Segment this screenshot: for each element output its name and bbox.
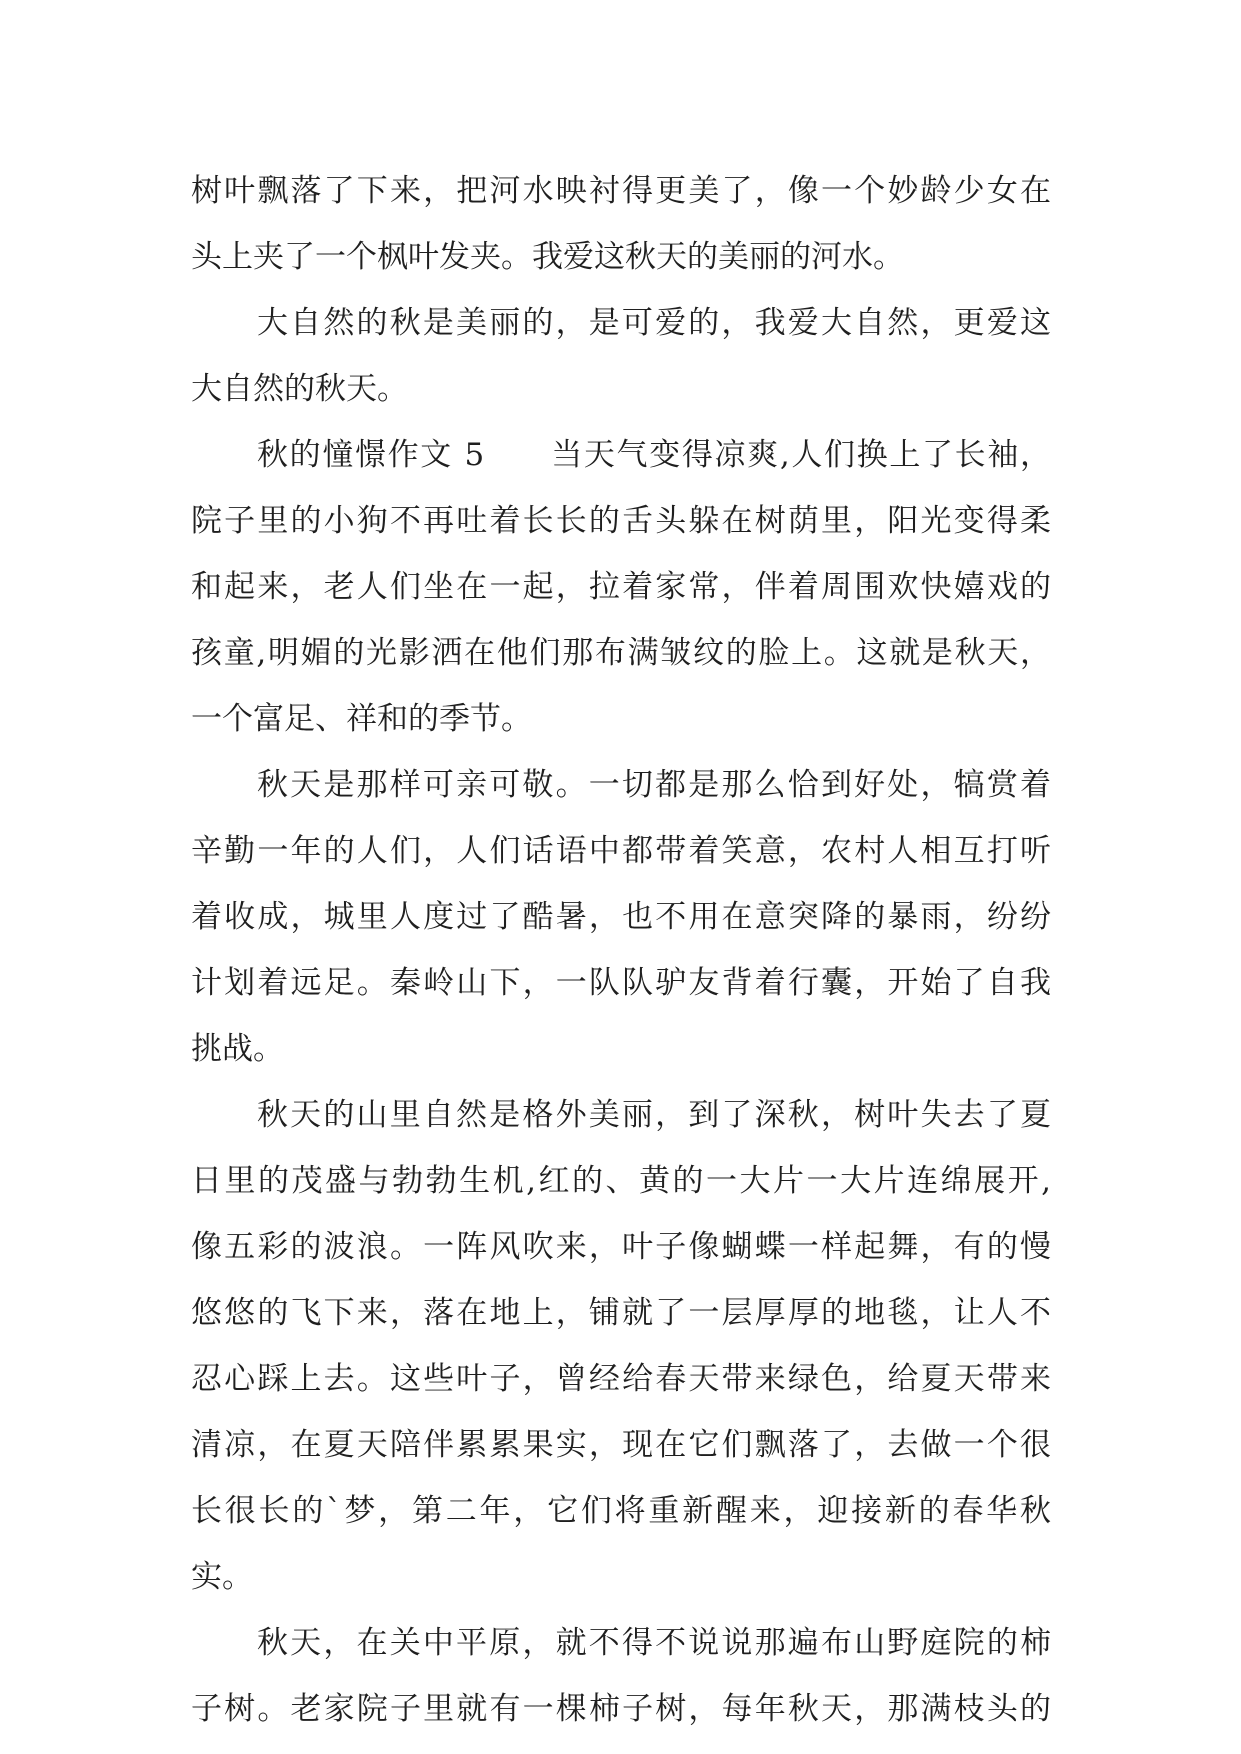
text-line: 和起来，老人们坐在一起，拉着家常，伴着周围欢快嬉戏的 [191,569,1051,605]
text-line: 像五彩的波浪。一阵风吹来，叶子像蝴蝶一样起舞，有的慢 [191,1229,1051,1265]
paragraph [191,1082,1051,1610]
document-body [191,158,1051,1742]
text-line: 树叶飘落了下来，把河水映衬得更美了，像一个妙龄少女在 [191,173,1051,209]
text-line: 子树。老家院子里就有一棵柿子树，每年秋天，那满枝头的 [191,1691,1051,1727]
text-line: 秋天是那样可亲可敬。一切都是那么恰到好处，犒赏着 [257,767,1051,803]
text-line: 计划着远足。秦岭山下，一队队驴友背着行囊，开始了自我 [191,965,1051,1001]
text-line: 秋的憧憬作文 5 当天气变得凉爽,人们换上了长袖， [257,437,1051,473]
text-line: 秋天的山里自然是格外美丽，到了深秋，树叶失去了夏 [257,1097,1051,1133]
text-line: 悠悠的飞下来，落在地上，铺就了一层厚厚的地毯，让人不 [191,1295,1051,1331]
text-line: 实。 [191,1559,253,1595]
text-line: 秋天，在关中平原，就不得不说说那遍布山野庭院的柿 [257,1625,1051,1661]
text-line: 忍心踩上去。这些叶子，曾经给春天带来绿色，给夏天带来 [191,1361,1051,1397]
text-line: 挑战。 [191,1031,284,1067]
paragraph [191,422,1051,752]
text-line: 一个富足、祥和的季节。 [191,701,532,737]
paragraph [191,1610,1051,1742]
text-line: 院子里的小狗不再吐着长长的舌头躲在树荫里，阳光变得柔 [191,503,1051,539]
text-line: 长很长的`梦，第二年，它们将重新醒来，迎接新的春华秋 [191,1493,1051,1529]
text-line: 孩童,明媚的光影洒在他们那布满皱纹的脸上。这就是秋天， [191,635,1051,671]
text-line: 大自然的秋是美丽的，是可爱的，我爱大自然，更爱这 [257,305,1051,341]
paragraph [191,752,1051,1082]
paragraph [191,290,1051,422]
text-line: 大自然的秋天。 [191,371,408,407]
text-line: 清凉，在夏天陪伴累累果实，现在它们飘落了，去做一个很 [191,1427,1051,1463]
text-line: 着收成，城里人度过了酷暑，也不用在意突降的暴雨，纷纷 [191,899,1051,935]
text-line: 辛勤一年的人们，人们话语中都带着笑意，农村人相互打听 [191,833,1051,869]
text-line: 日里的茂盛与勃勃生机,红的、黄的一大片一大片连绵展开, [191,1163,1051,1199]
paragraph [191,158,1051,290]
text-line: 头上夹了一个枫叶发夹。我爱这秋天的美丽的河水。 [191,239,904,275]
